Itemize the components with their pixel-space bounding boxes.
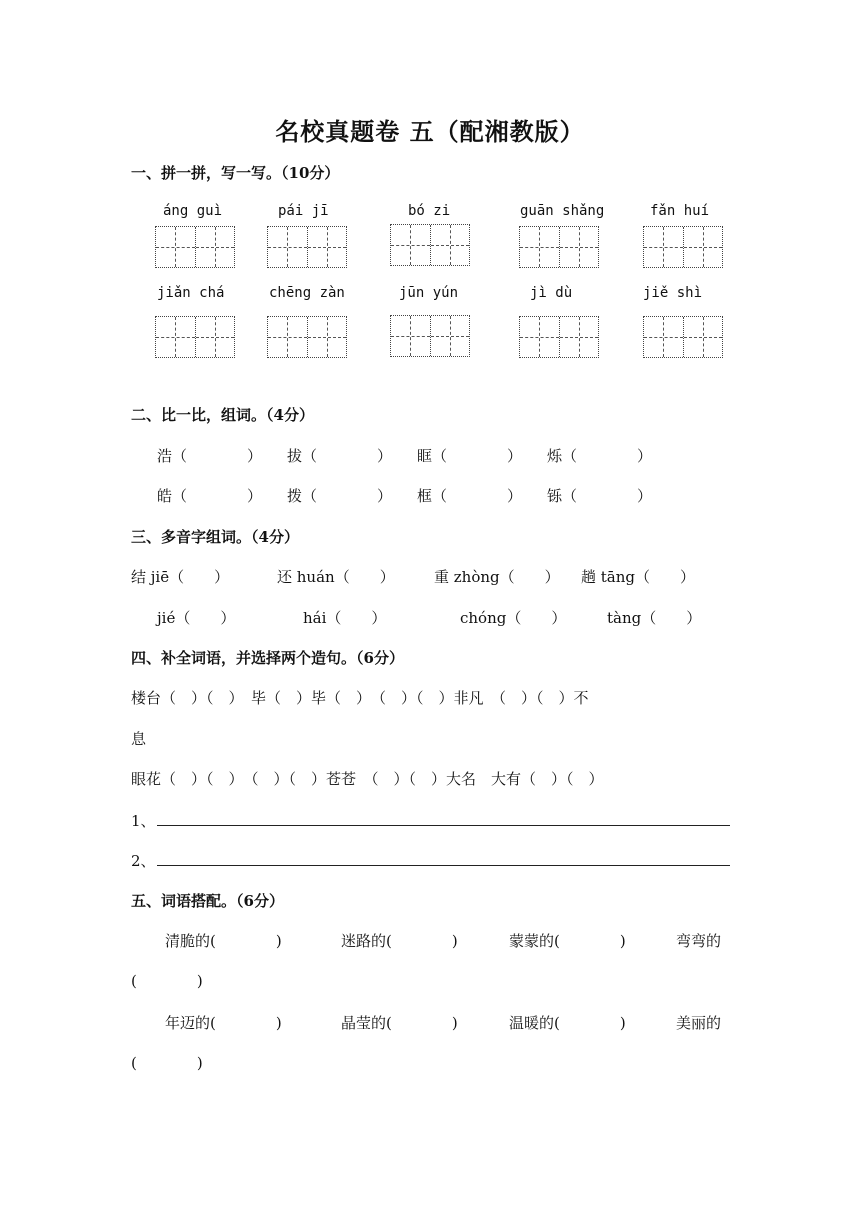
polyphone-item: jié（ ） xyxy=(157,609,236,627)
writing-grid[interactable] xyxy=(643,226,723,268)
match-item: 温暖的( ) xyxy=(509,1014,626,1032)
page-title: 名校真题卷 五（配湘教版） xyxy=(275,117,585,146)
compare-item: 皓（ ） xyxy=(157,487,263,505)
pinyin-2-5: jiě shì xyxy=(643,285,703,301)
polyphone-item: hái（ ） xyxy=(303,609,387,627)
writing-grid[interactable] xyxy=(519,316,599,358)
compare-item: 浩（ ） xyxy=(157,447,263,465)
match-item: 迷路的( ) xyxy=(341,932,458,950)
pinyin-1-2: pái jī xyxy=(278,203,329,219)
idiom-line: 眼花（ ）（ ） （ ）（ ）苍苍 （ ）（ ）大名 大有（ ）（ ） xyxy=(131,770,604,788)
pinyin-1-3: bó zi xyxy=(408,203,451,219)
compare-item: 框（ ） xyxy=(417,487,523,505)
polyphone-item: 还 huán（ ） xyxy=(277,568,395,586)
section-1-heading: 一、拼一拼，写一写。（10分） xyxy=(131,164,340,182)
compare-item: 拨（ ） xyxy=(287,487,393,505)
compare-item: 拔（ ） xyxy=(287,447,393,465)
pinyin-2-1: jiǎn chá xyxy=(157,285,225,301)
sentence-number: 2、 xyxy=(131,852,156,870)
match-item: 弯弯的 xyxy=(676,932,722,950)
idiom-line-wrap: 息 xyxy=(131,730,147,748)
writing-grid[interactable] xyxy=(519,226,599,268)
section-3-heading: 三、多音字组词。（4分） xyxy=(131,528,299,546)
sentence-number: 1、 xyxy=(131,812,156,830)
writing-grid[interactable] xyxy=(267,316,347,358)
writing-grid[interactable] xyxy=(155,316,235,358)
pinyin-2-3: jūn yún xyxy=(399,285,459,301)
match-item: 美丽的 xyxy=(676,1014,722,1032)
match-item: 晶莹的( ) xyxy=(341,1014,458,1032)
section-5-heading: 五、词语搭配。（6分） xyxy=(131,892,284,910)
section-2-heading: 二、比一比，组词。（4分） xyxy=(131,406,314,424)
pinyin-2-2: chēng zàn xyxy=(269,285,345,301)
match-item: 清脆的( ) xyxy=(165,932,282,950)
sentence-answer-line[interactable] xyxy=(157,825,730,826)
writing-grid[interactable] xyxy=(267,226,347,268)
compare-item: 烁（ ） xyxy=(547,447,653,465)
compare-item: 眶（ ） xyxy=(417,447,523,465)
sentence-answer-line[interactable] xyxy=(157,865,730,866)
polyphone-item: chóng（ ） xyxy=(460,609,567,627)
pinyin-1-1: áng guì xyxy=(163,203,223,219)
match-item: 年迈的( ) xyxy=(165,1014,282,1032)
polyphone-item: 结 jiē（ ） xyxy=(131,568,230,586)
writing-grid[interactable] xyxy=(155,226,235,268)
compare-item: 铄（ ） xyxy=(547,487,653,505)
idiom-line: 楼台（ ）（ ） 毕（ ）毕（ ） （ ）（ ）非凡 （ ）（ ）不 xyxy=(131,689,589,707)
pinyin-2-4: jì dù xyxy=(530,285,573,301)
pinyin-1-5: fǎn huí xyxy=(650,203,710,219)
polyphone-item: tàng（ ） xyxy=(607,609,702,627)
pinyin-1-4: guān shǎng xyxy=(520,203,605,219)
writing-grid[interactable] xyxy=(643,316,723,358)
match-item-wrap: ( ) xyxy=(131,1054,203,1072)
writing-grid[interactable] xyxy=(390,315,470,357)
polyphone-item: 趟 tāng（ ） xyxy=(581,568,696,586)
match-item-wrap: ( ) xyxy=(131,972,203,990)
match-item: 蒙蒙的( ) xyxy=(509,932,626,950)
polyphone-item: 重 zhòng（ ） xyxy=(434,568,560,586)
writing-grid[interactable] xyxy=(390,224,470,266)
section-4-heading: 四、补全词语，并选择两个造句。（6分） xyxy=(131,649,404,667)
